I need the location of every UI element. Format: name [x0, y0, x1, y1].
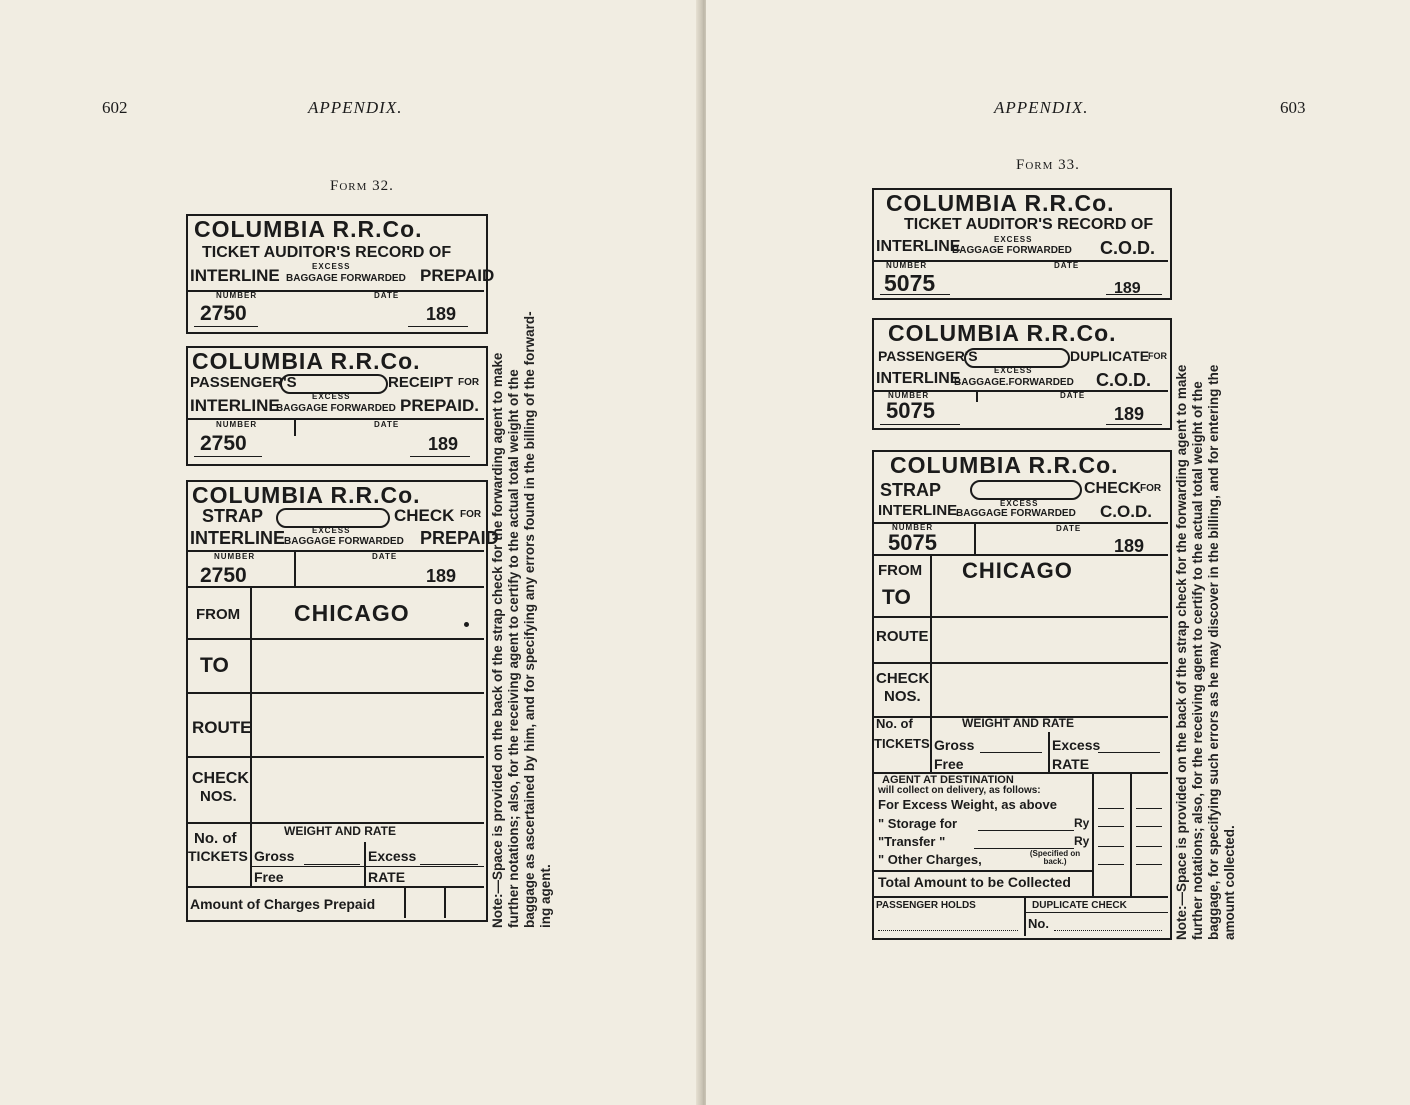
ticket-number: 2750	[200, 432, 247, 455]
status-label: C.O.D.	[1096, 370, 1152, 390]
year-value: 189	[1114, 404, 1145, 424]
other-charges-label: " Other Charges,	[878, 852, 982, 867]
note-line-2: further notations; also, for the receiving agent to certify to the actual total weight of the	[506, 369, 521, 928]
passenger-holds-label: PASSENGER HOLDS	[876, 900, 976, 911]
number-label: NUMBER	[892, 523, 934, 532]
to-label: TO	[882, 586, 911, 609]
ticket-number: 2750	[200, 302, 247, 325]
baggage-label: BAGGAGE FORWARDED	[956, 508, 1076, 519]
right-page	[706, 0, 1410, 1105]
ticket-number: 5075	[884, 270, 936, 296]
status-label: PREPAID	[420, 266, 495, 285]
number-label: NUMBER	[888, 391, 930, 400]
excess-label: EXCESS	[312, 262, 351, 271]
rate-label: RATE	[1052, 756, 1090, 772]
excess-label: EXCESS	[312, 392, 351, 401]
company-name: COLUMBIA R.R.Co.	[192, 482, 421, 508]
baggage-label: BAGGAGE FORWARDED	[286, 273, 406, 284]
blank-oval	[280, 374, 388, 394]
company-name: COLUMBIA R.R.Co.	[890, 452, 1119, 478]
note-line-4: amount collected.	[1222, 825, 1237, 940]
excess-label: EXCESS	[312, 526, 351, 535]
note-line-3: baggage as ascertained by him, and for specifying any errors found in the billing of the forward-	[522, 311, 537, 928]
ticket-number: 5075	[886, 398, 935, 423]
note-line-1: Note:—Space is provided on the back of the strap check for the forwarding agent to make	[490, 352, 505, 928]
for-label: FOR	[1148, 351, 1167, 361]
passenger-label: PASSENGER'S	[878, 348, 978, 364]
excess-weight-charge-label: For Excess Weight, as above	[878, 797, 1057, 812]
for-label: FOR	[460, 509, 482, 520]
note-line-2: further notations; also, for the receiving agent to certify to the actual total weight of the	[1190, 381, 1205, 940]
passenger-duplicate-ticket	[872, 318, 1172, 430]
note-block	[1174, 365, 1238, 940]
to-label: TO	[200, 654, 229, 677]
company-name: COLUMBIA R.R.Co.	[192, 348, 421, 374]
tickets-label-2: TICKETS	[874, 736, 930, 751]
strap-check-ticket	[872, 450, 1172, 940]
weight-rate-label: WEIGHT AND RATE	[962, 716, 1074, 730]
year-value: 189	[1114, 280, 1141, 297]
blank-oval	[970, 480, 1082, 500]
transfer-label: "Transfer "	[878, 834, 946, 849]
baggage-label: BAGGAGE FORWARDED	[276, 403, 396, 414]
excess-label: EXCESS	[1000, 499, 1039, 508]
strap-check-ticket	[186, 480, 499, 922]
baggage-label: BAGGAGE.FORWARDED	[954, 377, 1074, 388]
status-label: PREPAID.	[400, 396, 480, 415]
interline-label: INTERLINE	[190, 528, 286, 548]
left-page	[0, 0, 702, 1105]
date-label: DATE	[1056, 524, 1082, 533]
excess-weight-label: Excess	[1052, 737, 1101, 753]
number-label: NUMBER	[216, 420, 258, 429]
check-label: CHECK	[394, 506, 455, 525]
interline-label: INTERLINE	[878, 502, 958, 519]
date-label: DATE	[1060, 391, 1086, 400]
specified-note: (Specified on back.)	[1029, 849, 1081, 866]
check-nos-label-2: NOS.	[200, 788, 237, 805]
duplicate-check-label: DUPLICATE CHECK	[1032, 900, 1127, 911]
check-nos-label: CHECK	[876, 670, 930, 687]
free-label: Free	[254, 869, 284, 885]
company-name: COLUMBIA R.R.Co.	[888, 320, 1117, 346]
blank-oval	[276, 508, 390, 528]
number-label: NUMBER	[214, 552, 256, 561]
year-value: 189	[1114, 536, 1145, 556]
running-head: APPENDIX.	[308, 98, 403, 117]
page-number: 603	[1280, 98, 1306, 117]
route-label: ROUTE	[192, 718, 252, 737]
number-label: NUMBER	[886, 261, 928, 270]
baggage-label: BAGGAGE FORWARDED	[284, 536, 404, 547]
no-label: No.	[1028, 916, 1049, 931]
gross-label: Gross	[934, 737, 975, 753]
from-city: CHICAGO	[294, 600, 410, 626]
for-label: FOR	[1140, 483, 1162, 494]
form-label: Form 33.	[1016, 157, 1080, 173]
note-block	[490, 311, 554, 928]
status-label: C.O.D.	[1100, 502, 1152, 521]
status-label: PREPAID	[420, 528, 499, 548]
check-label: CHECK	[1084, 480, 1141, 497]
form-label: Form 32.	[330, 178, 394, 194]
record-title: TICKET AUDITOR'S RECORD OF	[904, 216, 1154, 233]
date-label: DATE	[1054, 261, 1080, 270]
storage-label: " Storage for	[878, 816, 958, 831]
interline-label: INTERLINE	[876, 238, 961, 255]
free-label: Free	[934, 756, 964, 772]
from-label: FROM	[878, 562, 923, 579]
year-value: 189	[426, 304, 457, 324]
tickets-label: No. of	[194, 830, 237, 847]
ticket-number: 2750	[200, 564, 247, 587]
check-nos-label-2: NOS.	[884, 688, 921, 705]
baggage-label: BAGGAGE FORWARDED	[952, 245, 1072, 256]
transfer-ry-label: Ry	[1074, 834, 1090, 848]
passenger-receipt-ticket	[186, 346, 488, 466]
interline-label: INTERLINE	[190, 266, 280, 285]
route-label: ROUTE	[876, 628, 929, 645]
note-line-1: Note:—Space is provided on the back of the strap check for the forwarding agent to make	[1174, 364, 1189, 940]
weight-rate-label: WEIGHT AND RATE	[284, 824, 396, 838]
interline-label: INTERLINE	[876, 370, 961, 387]
excess-label: EXCESS	[994, 235, 1033, 244]
blank-oval	[964, 348, 1070, 368]
strap-label: STRAP	[880, 480, 942, 500]
agent-label: AGENT AT DESTINATION	[882, 774, 1014, 786]
duplicate-label: DUPLICATE	[1070, 348, 1150, 364]
amount-prepaid-label: Amount of Charges Prepaid	[190, 896, 376, 912]
date-label: DATE	[372, 552, 398, 561]
year-value: 189	[428, 434, 459, 454]
note-line-4: ing agent.	[538, 864, 553, 928]
tickets-label: No. of	[876, 716, 913, 731]
ticket-number: 5075	[888, 530, 937, 555]
record-title: TICKET AUDITOR'S RECORD OF	[202, 244, 452, 261]
passenger-label: PASSENGER'S	[190, 374, 297, 391]
number-label: NUMBER	[216, 291, 258, 300]
storage-ry-label: Ry	[1074, 816, 1090, 830]
from-city: CHICAGO	[962, 558, 1073, 583]
auditor-record-ticket	[186, 214, 495, 334]
excess-weight-label: Excess	[368, 848, 417, 864]
total-label: Total Amount to be Collected	[878, 874, 1071, 890]
interline-label: INTERLINE	[190, 396, 280, 415]
rate-label: RATE	[368, 869, 406, 885]
page-number: 602	[102, 98, 128, 117]
date-label: DATE	[374, 291, 400, 300]
receipt-label: RECEIPT	[388, 374, 454, 391]
auditor-record-ticket	[872, 188, 1172, 300]
excess-label: EXCESS	[994, 366, 1033, 375]
strap-label: STRAP	[202, 506, 264, 526]
check-nos-label: CHECK	[192, 770, 249, 787]
company-name: COLUMBIA R.R.Co.	[194, 216, 423, 242]
from-label: FROM	[196, 606, 241, 623]
status-label: C.O.D.	[1100, 238, 1156, 258]
agent-collect-label: will collect on delivery, as follows:	[878, 785, 1041, 796]
for-label: FOR	[458, 377, 480, 388]
company-name: COLUMBIA R.R.Co.	[886, 190, 1115, 216]
year-value: 189	[426, 566, 457, 586]
date-label: DATE	[374, 420, 400, 429]
note-line-3: baggage, for specifying such errors as he may discover in the billing, and for entering the	[1206, 364, 1221, 940]
tickets-label-2: TICKETS	[188, 848, 248, 864]
gross-label: Gross	[254, 848, 295, 864]
running-head: APPENDIX.	[994, 98, 1089, 117]
